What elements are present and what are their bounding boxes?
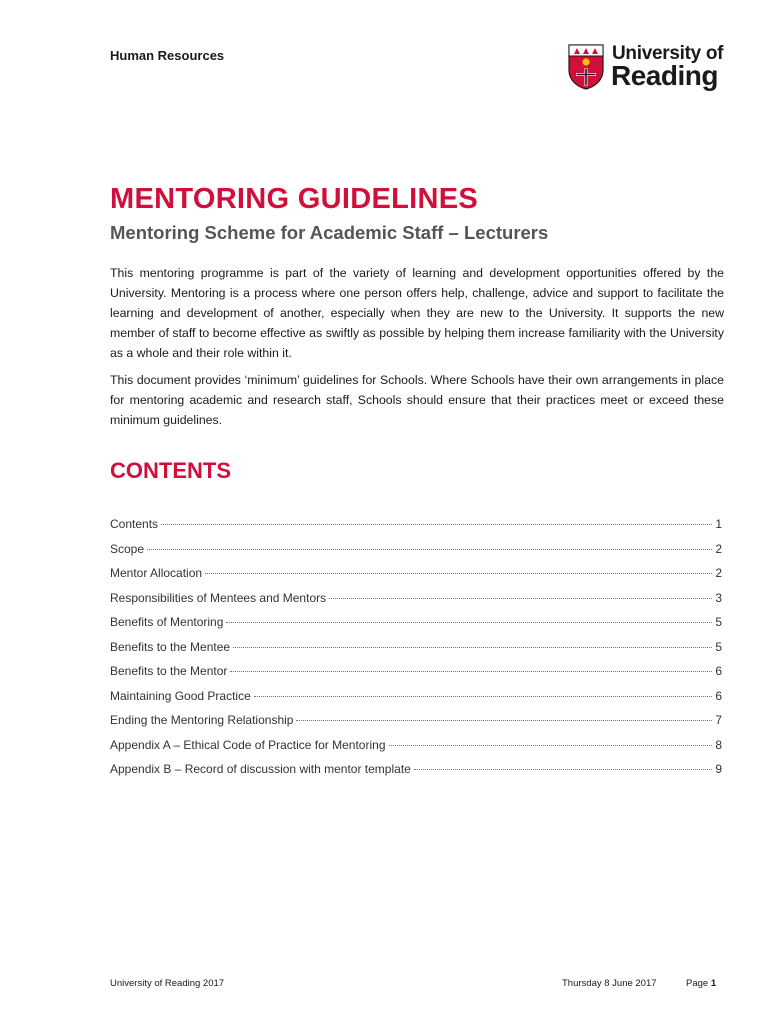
toc-entry[interactable]	[110, 738, 722, 763]
toc-entry-title: Maintaining Good Practice	[110, 688, 251, 703]
toc-entry-page: 9	[715, 762, 722, 776]
logo-text-line1: University of	[612, 43, 724, 64]
toc-dot-leader	[414, 769, 712, 770]
university-crest-icon	[568, 44, 604, 90]
footer-page-value: 1	[710, 978, 717, 989]
toc-entry-page: 6	[715, 664, 722, 678]
footer-date: Thursday 8 June 2017	[562, 978, 657, 989]
toc-dot-leader	[161, 524, 712, 525]
table-of-contents	[110, 517, 722, 787]
toc-entry[interactable]	[110, 517, 722, 542]
toc-entry-page: 3	[715, 590, 722, 605]
toc-entry-title: Mentor Allocation	[110, 566, 203, 580]
department-label: Human Resources	[110, 48, 225, 63]
toc-entry-title: Ending the Mentoring Relationship	[110, 713, 294, 727]
toc-entry[interactable]	[110, 542, 722, 567]
toc-entry[interactable]	[110, 689, 722, 714]
toc-entry-title: Contents	[110, 517, 159, 531]
toc-entry-page: 5	[715, 639, 722, 654]
toc-dot-leader	[205, 573, 712, 574]
intro-paragraph-2: This document provides ‘minimum’ guidelines for Schools. Where Schools have their own arrangements in place for mentoring academic and research staff, Schools should ensure that their practices meet or exceed these minimum guidelines.	[110, 373, 724, 427]
toc-entry[interactable]	[110, 615, 722, 640]
toc-dot-leader	[233, 647, 712, 648]
toc-entry[interactable]	[110, 640, 722, 665]
document-title: MENTORING GUIDELINES	[110, 183, 478, 215]
toc-entry-page: 2	[715, 541, 722, 556]
university-logo	[568, 44, 728, 96]
intro-section	[110, 263, 724, 437]
toc-entry-title: Benefits to the Mentee	[110, 639, 231, 654]
toc-dot-leader	[147, 549, 712, 550]
toc-entry[interactable]	[110, 566, 722, 591]
toc-entry[interactable]	[110, 713, 722, 738]
contents-heading: CONTENTS	[110, 458, 231, 483]
intro-paragraph-1: This mentoring programme is part of the variety of learning and development opportunities offered by the University. Mentoring is a process where one person offers help, challenge, advice and support to facilitate the learning and development of another, especially when they are new to the University. It supports the new member of staff to become effective as swiftly as possible by helping them increase familiarity with the University as a whole and their role within it.	[110, 266, 724, 360]
toc-entry-title: Benefits of Mentoring	[110, 615, 224, 629]
footer-page-number	[686, 978, 716, 989]
toc-entry-page: 5	[715, 615, 722, 629]
footer-copyright: University of Reading 2017	[110, 978, 225, 989]
toc-entry-title: Scope	[110, 541, 145, 556]
toc-dot-leader	[389, 745, 713, 746]
toc-dot-leader	[296, 720, 712, 721]
document-subtitle: Mentoring Scheme for Academic Staff – Lecturers	[110, 222, 549, 243]
toc-entry[interactable]	[110, 664, 722, 689]
toc-entry[interactable]	[110, 591, 722, 616]
toc-entry-title: Appendix A – Ethical Code of Practice for Mentoring	[110, 737, 386, 752]
toc-dot-leader	[230, 671, 712, 672]
toc-entry-title: Appendix B – Record of discussion with mentor template	[110, 762, 411, 776]
toc-entry-title: Benefits to the Mentor	[110, 664, 228, 678]
logo-text-line2: Reading	[611, 60, 718, 91]
toc-entry-page: 1	[715, 517, 722, 531]
toc-entry[interactable]	[110, 762, 722, 787]
toc-entry-page: 7	[715, 713, 722, 727]
toc-entry-page: 6	[715, 688, 722, 703]
toc-dot-leader	[226, 622, 712, 623]
toc-entry-page: 8	[715, 737, 722, 752]
toc-dot-leader	[254, 696, 713, 697]
footer-page-label: Page	[686, 978, 709, 989]
toc-entry-title: Responsibilities of Mentees and Mentors	[110, 590, 327, 605]
toc-dot-leader	[329, 598, 712, 599]
toc-entry-page: 2	[715, 566, 722, 580]
